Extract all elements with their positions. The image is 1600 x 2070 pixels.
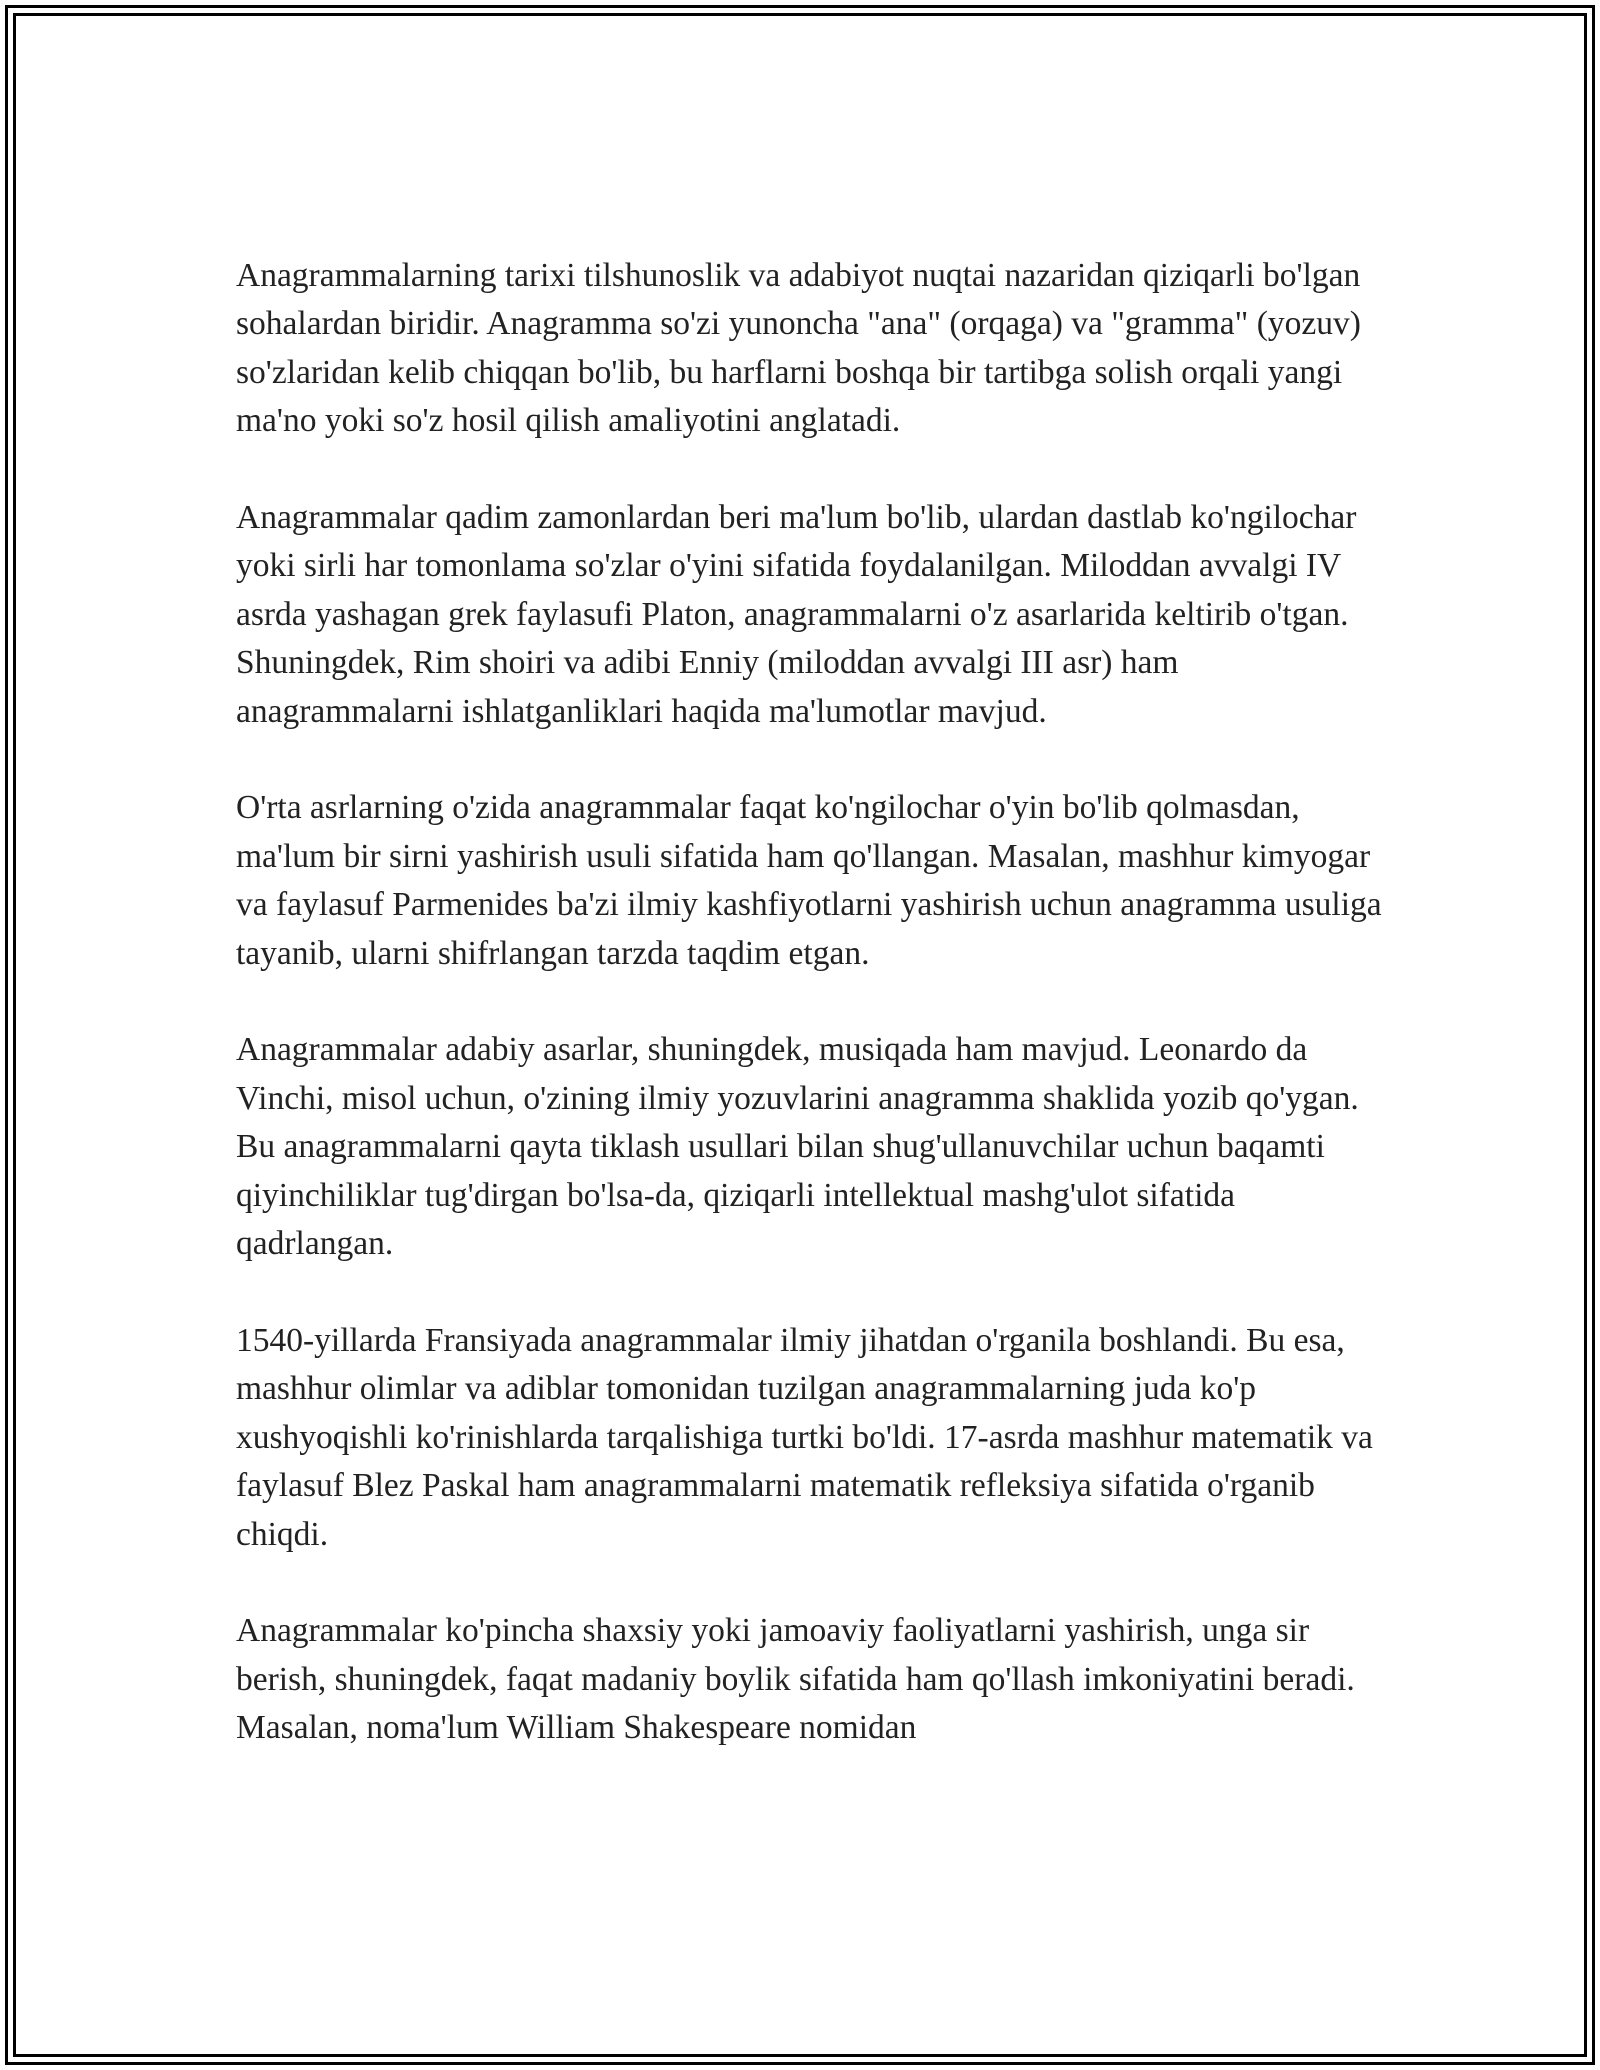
paragraph-4: Anagrammalar adabiy asarlar, shuningdek, musiqada ham mavjud. Leonardo da Vinchi, misol uchun, o'zining ilmiy yozuvlarini anagramma shaklida yozib qo'ygan. Bu anagrammalarni qayta tiklash usullari bilan shug'ullanuvchilar uchun baqamti qiyinchiliklar tug'dirgan bo'lsa-da, qiziqarli intellektual mashg'ulot sifatida qadrlangan. — [236, 1031, 1359, 1263]
paragraph-6: Anagrammalar ko'pincha shaxsiy yoki jamoaviy faoliyatlarni yashirish, unga sir berish, shuningdek, faqat madaniy boylik sifatida ham qo'llash imkoniyatini beradi. Masalan, noma'lum William Shakespeare nomidan — [236, 1612, 1355, 1747]
paragraph-2: Anagrammalar qadim zamonlardan beri ma'lum bo'lib, ulardan dastlab ko'ngilochar yoki sirli har tomonlama so'zlar o'yini sifatida foydalanilgan. Miloddan avvalgi IV asrda yashagan grek faylasufi Platon, anagrammalarni o'z asarlarida keltirib o'tgan. Shuningdek, Rim shoiri va adibi Enniy (miloddan avvalgi III asr) ham anagrammalarni ishlatganliklari haqida ma'lumotlar mavjud. — [236, 499, 1357, 730]
document-body — [236, 252, 1396, 1801]
paragraph-5: 1540-yillarda Fransiyada anagrammalar ilmiy jihatdan o'rganila boshlandi. Bu esa, mashhur olimlar va adiblar tomonidan tuzilgan anagrammalarning juda ko'p xushyoqishli ko'rinishlarda tarqalishiga turtki bo'ldi. 17-asrda mashhur matematik va faylasuf Blez Paskal ham anagrammalarni matematik refleksiya sifatida o'rganib chiqdi. — [236, 1321, 1373, 1553]
paragraph-1: Anagrammalarning tarixi tilshunoslik va adabiyot nuqtai nazaridan qiziqarli bo'lgan sohalardan biridir. Anagramma so'zi yunoncha "ana" (orqaga) va "gramma" (yozuv) so'zlaridan kelib chiqqan bo'lib, bu harflarni boshqa bir tartibga solish orqali yangi ma'no yoki so'z hosil qilish amaliyotini anglatadi. — [236, 257, 1361, 440]
paragraph-3: O'rta asrlarning o'zida anagrammalar faqat ko'ngilochar o'yin bo'lib qolmasdan, ma'lum bir sirni yashirish usuli sifatida ham qo'llangan. Masalan, mashhur kimyogar va faylasuf Parmenides ba'zi ilmiy kashfiyotlarni yashirish uchun anagramma usuliga tayanib, ularni shifrlangan tarzda taqdim etgan. — [236, 789, 1382, 972]
